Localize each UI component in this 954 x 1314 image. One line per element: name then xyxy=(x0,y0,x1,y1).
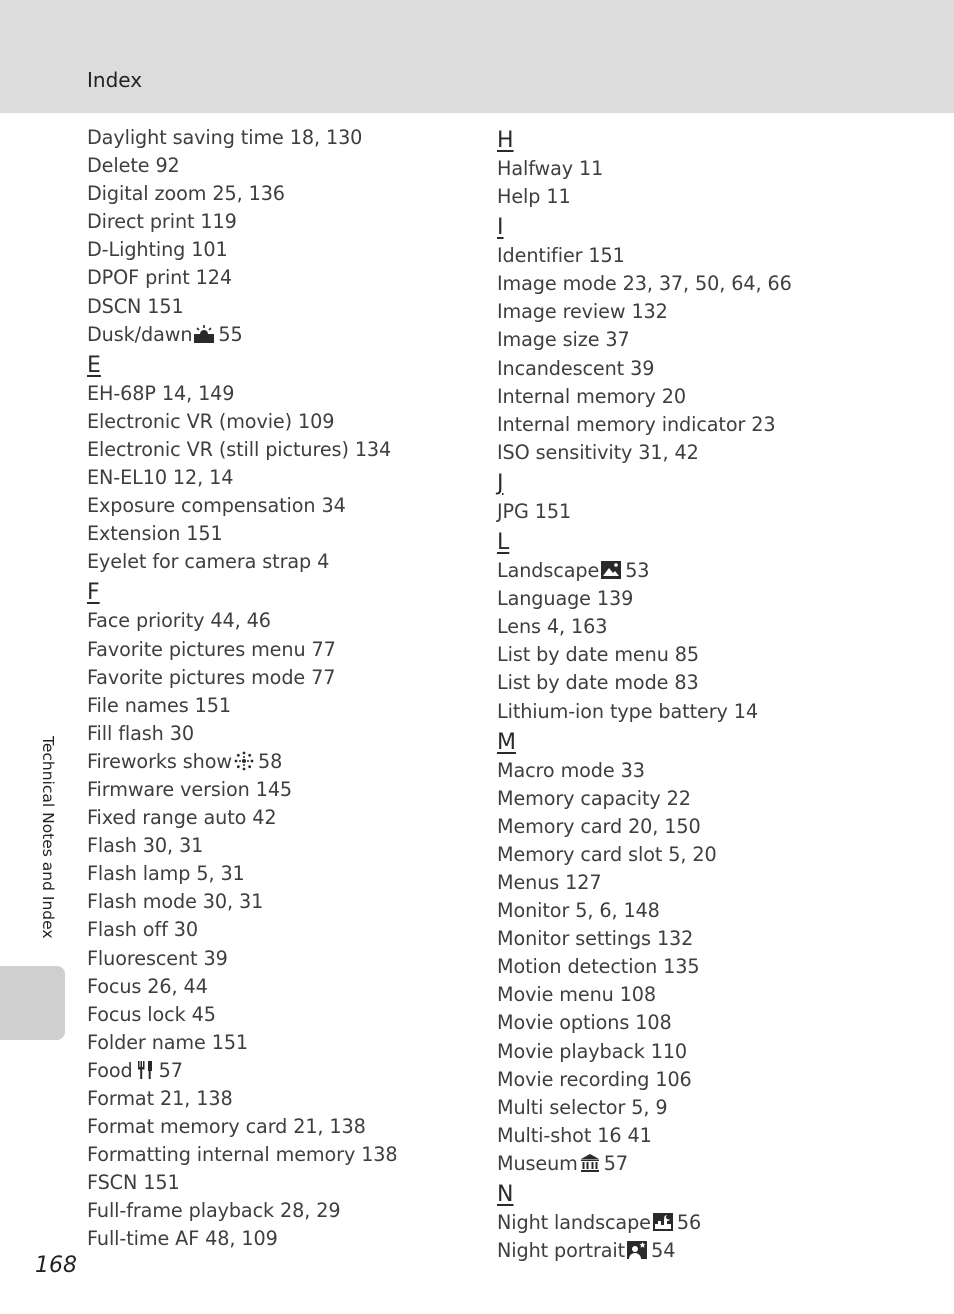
index-entry-text: Incandescent 39 xyxy=(497,356,655,380)
index-entry xyxy=(497,355,917,383)
index-entry-text: Folder name 151 xyxy=(87,1030,249,1054)
index-entry xyxy=(87,1169,507,1197)
index-entry-text: Eyelet for camera strap 4 xyxy=(87,550,330,574)
index-entry xyxy=(497,498,917,526)
index-entry xyxy=(87,236,507,264)
side-tab xyxy=(0,966,65,1040)
index-entry xyxy=(497,613,917,641)
index-entry-text: Museum xyxy=(497,1151,578,1175)
index-entry xyxy=(87,720,507,748)
index-entry xyxy=(87,264,507,292)
index-entry-text: Night landscape xyxy=(497,1211,651,1234)
index-entry-text: Flash off 30 xyxy=(87,918,198,942)
index-entry-text: Lithium-ion type battery 14 xyxy=(497,699,758,723)
index-entry xyxy=(87,293,507,321)
index-entry xyxy=(87,124,507,152)
index-entry xyxy=(87,888,507,916)
index-entry-text: Exposure compensation 34 xyxy=(87,494,346,518)
dusk-dawn-icon xyxy=(194,324,214,344)
index-entry xyxy=(87,492,507,520)
index-entry xyxy=(497,270,917,298)
index-entry-text: FSCN 151 xyxy=(87,1171,180,1195)
index-entry-text: Flash lamp 5, 31 xyxy=(87,862,245,886)
index-entry xyxy=(497,298,917,326)
index-entry xyxy=(87,152,507,180)
index-entry-text: Dusk/dawn xyxy=(87,322,193,346)
index-letter-heading: F xyxy=(87,580,100,606)
index-entry-text: Electronic VR (still pictures) 134 xyxy=(87,437,392,461)
index-entry xyxy=(497,1122,917,1150)
index-entry xyxy=(497,183,917,211)
index-entry xyxy=(87,1197,507,1225)
index-entry-text: Favorite pictures mode 77 xyxy=(87,665,336,689)
index-entry xyxy=(87,408,507,436)
index-entry-text: Fireworks show xyxy=(87,749,232,773)
index-entry xyxy=(497,698,917,726)
index-entry-text: Lens 4, 163 xyxy=(497,615,608,639)
index-entry xyxy=(497,1237,917,1265)
index-letter-heading: N xyxy=(497,1182,514,1207)
index-entry xyxy=(87,1057,507,1085)
index-entry-text: Favorite pictures menu 77 xyxy=(87,637,336,661)
index-entry-text: D-Lighting 101 xyxy=(87,238,228,262)
museum-icon xyxy=(580,1153,600,1173)
index-entry xyxy=(87,321,507,349)
index-entry xyxy=(87,692,507,720)
index-entry-text: File names 151 xyxy=(87,693,231,717)
index-entry xyxy=(87,664,507,692)
index-entry xyxy=(87,636,507,664)
index-entry-text: Format 21, 138 xyxy=(87,1087,233,1110)
index-entry-text: Face priority 44, 46 xyxy=(87,609,271,633)
index-entry-text: Menus 127 xyxy=(497,870,602,894)
index-entry-text: Fill flash 30 xyxy=(87,721,194,745)
index-entry-text: Night portrait xyxy=(497,1239,626,1263)
index-entry xyxy=(497,1009,917,1037)
index-entry-text: Multi selector 5, 9 xyxy=(497,1095,668,1119)
index-entry-text: Motion detection 135 xyxy=(497,955,700,979)
index-entry xyxy=(497,669,917,697)
index-entry-text: Memory card slot 5, 20 xyxy=(497,842,717,866)
index-entry xyxy=(497,383,917,411)
index-entry-text: Halfway 11 xyxy=(497,157,604,180)
index-entry-text: Full-time AF 48, 109 xyxy=(87,1227,278,1251)
index-entry-text: Monitor settings 132 xyxy=(497,927,694,951)
index-entry-text: Electronic VR (movie) 109 xyxy=(87,409,335,433)
index-entry-text: Movie recording 106 xyxy=(497,1067,692,1091)
index-entry xyxy=(497,813,917,841)
index-entry-text: List by date mode 83 xyxy=(497,671,699,695)
index-entry xyxy=(87,776,507,804)
index-letter-heading: M xyxy=(497,729,516,755)
index-entry xyxy=(497,981,917,1009)
index-entry-text: List by date menu 85 xyxy=(497,643,699,667)
index-entry xyxy=(497,757,917,785)
index-entry xyxy=(87,832,507,860)
index-letter-heading: E xyxy=(87,352,101,378)
index-entry-text: DPOF print 124 xyxy=(87,266,232,290)
page-title: Index xyxy=(87,68,143,92)
index-entry xyxy=(497,557,917,585)
index-entry xyxy=(497,155,917,183)
index-entry-text: EH-68P 14, 149 xyxy=(87,381,235,405)
index-entry xyxy=(497,953,917,981)
index-entry xyxy=(87,380,507,408)
index-entry xyxy=(497,841,917,869)
index-entry-text: Help 11 xyxy=(497,185,571,209)
index-entry-page: 58 xyxy=(257,749,283,773)
index-entry-text: Image review 132 xyxy=(497,300,668,324)
index-entry xyxy=(87,548,507,576)
index-letter-heading: L xyxy=(497,530,510,556)
page-number: 168 xyxy=(35,1253,77,1278)
index-entry-text: ISO sensitivity 31, 42 xyxy=(497,440,699,464)
index-entry-page: 55 xyxy=(218,322,243,346)
index-entry-text: EN-EL10 12, 14 xyxy=(87,466,234,490)
index-entry xyxy=(87,804,507,832)
index-entry xyxy=(87,607,507,635)
index-entry xyxy=(87,1113,507,1141)
index-entry xyxy=(497,326,917,354)
index-entry-page: 54 xyxy=(651,1239,676,1263)
index-entry-text: Movie menu 108 xyxy=(497,983,657,1007)
index-column-right xyxy=(497,124,917,1265)
index-entry-text: Full-frame playback 28, 29 xyxy=(87,1199,341,1223)
index-letter-heading: H xyxy=(497,128,514,153)
index-entry-text: Internal memory 20 xyxy=(497,384,686,408)
index-entry xyxy=(497,1038,917,1066)
index-entry-page: 56 xyxy=(676,1211,702,1234)
index-entry xyxy=(497,1066,917,1094)
index-entry xyxy=(497,242,917,270)
night-landscape-icon xyxy=(653,1212,673,1232)
index-entry-text: Flash mode 30, 31 xyxy=(87,890,264,914)
index-entry-text: Focus lock 45 xyxy=(87,1002,216,1026)
night-portrait-icon xyxy=(627,1240,647,1260)
index-entry-text: Flash 30, 31 xyxy=(87,834,204,858)
index-entry-text: Landscape xyxy=(497,559,600,583)
index-letter-heading: I xyxy=(497,215,504,241)
index-entry-text: Multi-shot 16 41 xyxy=(497,1123,652,1147)
index-entry-text: Internal memory indicator 23 xyxy=(497,412,776,436)
page-header xyxy=(0,0,954,113)
side-tab-label: Technical Notes and Index xyxy=(39,736,57,939)
index-entry-text: Language 139 xyxy=(497,587,634,611)
index-entry xyxy=(497,897,917,925)
index-entry-text: DSCN 151 xyxy=(87,294,184,318)
index-entry xyxy=(87,916,507,944)
index-entry xyxy=(87,973,507,1001)
index-entry-text: Memory card 20, 150 xyxy=(497,814,701,838)
index-letter-heading: J xyxy=(497,470,504,496)
index-entry-page: 57 xyxy=(603,1151,628,1175)
index-entry-text: Fixed range auto 42 xyxy=(87,806,277,830)
index-entry xyxy=(87,208,507,236)
index-entry xyxy=(497,925,917,953)
index-entry-text: Formatting internal memory 138 xyxy=(87,1143,398,1167)
index-entry-text: Firmware version 145 xyxy=(87,777,293,801)
index-column-left xyxy=(87,124,507,1254)
index-entry-text: Macro mode 33 xyxy=(497,758,645,782)
fireworks-icon xyxy=(234,751,254,771)
index-entry xyxy=(87,1141,507,1169)
index-entry-text: Identifier 151 xyxy=(497,244,625,268)
index-entry xyxy=(87,520,507,548)
index-entry xyxy=(87,436,507,464)
index-entry xyxy=(497,1150,917,1178)
index-entry-text: Daylight saving time 18, 130 xyxy=(87,126,363,149)
index-entry-page: 53 xyxy=(625,559,650,583)
index-entry-text: Movie options 108 xyxy=(497,1011,672,1035)
index-entry xyxy=(87,945,507,973)
index-entry xyxy=(497,439,917,467)
index-entry xyxy=(497,1209,917,1237)
index-entry-text: Focus 26, 44 xyxy=(87,974,208,998)
index-entry-text: Format memory card 21, 138 xyxy=(87,1115,366,1139)
index-entry-text: Image size 37 xyxy=(497,328,630,352)
index-entry xyxy=(87,1001,507,1029)
index-entry xyxy=(87,180,507,208)
food-icon xyxy=(135,1060,155,1080)
index-entry-text: Monitor 5, 6, 148 xyxy=(497,899,660,923)
index-entry-text: Extension 151 xyxy=(87,522,223,546)
index-entry xyxy=(87,748,507,776)
index-entry-text: Memory capacity 22 xyxy=(497,786,691,810)
index-entry xyxy=(87,1029,507,1057)
index-entry xyxy=(87,860,507,888)
index-entry-text: JPG 151 xyxy=(497,499,572,523)
index-entry xyxy=(497,785,917,813)
index-entry-text: Delete 92 xyxy=(87,154,180,178)
index-entry xyxy=(497,641,917,669)
index-entry-text: Image mode 23, 37, 50, 64, 66 xyxy=(497,272,792,296)
index-entry xyxy=(497,585,917,613)
index-entry-text: Direct print 119 xyxy=(87,210,237,234)
landscape-icon xyxy=(601,560,621,580)
index-entry-text: Movie playback 110 xyxy=(497,1039,688,1063)
index-entry xyxy=(497,411,917,439)
index-entry-text: Digital zoom 25, 136 xyxy=(87,182,285,206)
index-entry-text: Fluorescent 39 xyxy=(87,946,228,970)
index-entry xyxy=(87,1085,507,1113)
index-entry xyxy=(497,869,917,897)
index-entry xyxy=(87,1225,507,1253)
index-entry xyxy=(87,464,507,492)
index-entry-text: Food xyxy=(87,1058,133,1082)
index-entry xyxy=(497,1094,917,1122)
index-entry-page: 57 xyxy=(158,1058,183,1082)
